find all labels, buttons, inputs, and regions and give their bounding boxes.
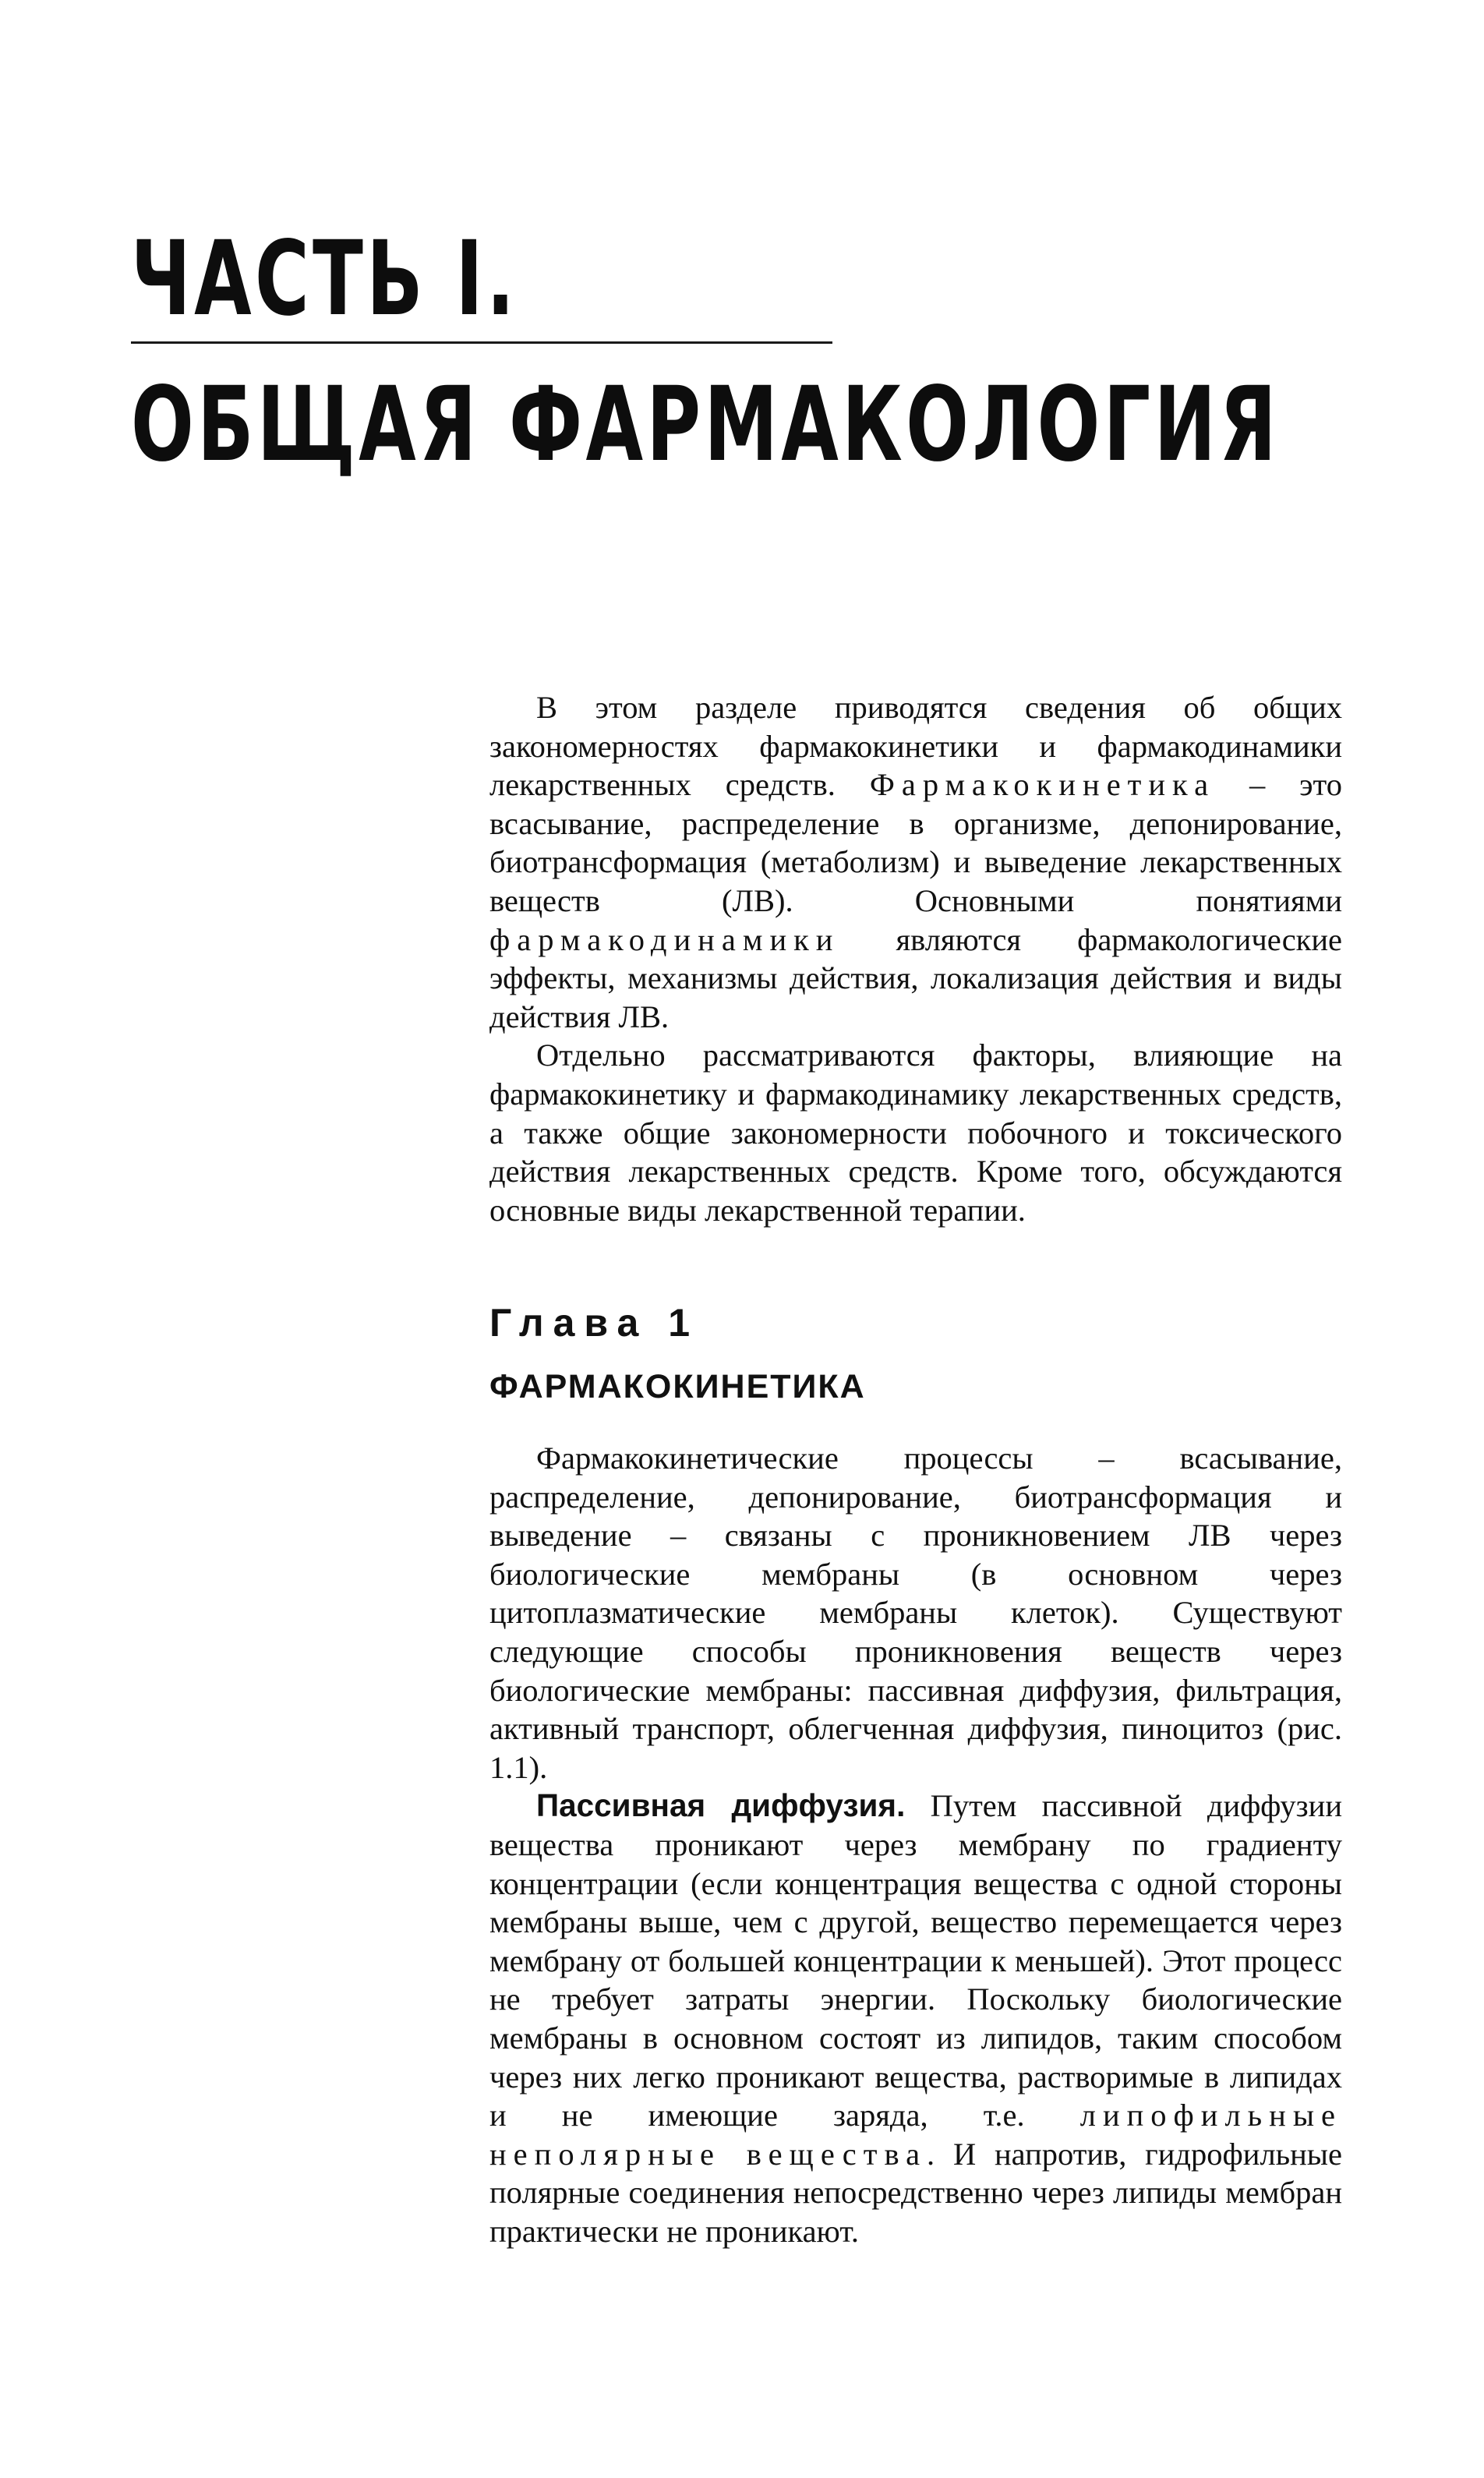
runin-passive-diffusion: Пассивная диффузия.: [536, 1787, 906, 1824]
part-label: ЧАСТЬ I.: [131, 219, 518, 339]
chapter-label: Глава 1: [489, 1301, 700, 1345]
chapter-text-a: Путем пассивной диффузии вещества проникают через мембрану по градиенту концентрации (если концентрация вещества с одной стороны мембраны выше, чем с другой, вещество перемещается через мембрану от большей концентрации к меньшей). Этот процесс не требует затраты энергии. Поскольку биологические мембраны в основном состоят из липидов, таким способом через них легко проникают вещества, растворимые в липидах и не имеющие заряда, т.е.: [489, 1788, 1342, 2133]
part-title: ОБЩАЯ ФАРМАКОЛОГИЯ: [131, 365, 1280, 485]
intro-paragraph-1: [489, 688, 1342, 1036]
term-pharmacodynamics: фармакодинамики: [489, 921, 840, 957]
part-divider: [131, 341, 832, 344]
intro-text-b: – это всасывание, распределение в организме, депонирование, биотрансформация (метаболизм) и выведение лекарственных веществ (ЛВ). Основными понятиями: [489, 767, 1342, 918]
intro-text-a: В этом разделе приводятся сведения об общих закономерностях фармакокинетики и фармакодинамики лекарственных средств.: [489, 690, 1342, 803]
term-pharmacokinetics: Фармакокинетика: [869, 767, 1216, 803]
part-heading: [131, 219, 1280, 485]
chapter-paragraph-2: [489, 1787, 1342, 2250]
chapter-body: [489, 1439, 1342, 2250]
intro-paragraph-2: Отдельно рассматриваются факторы, влияющие на фармакокинетику и фармакодинамику лекарственных средств, а также общие закономерности побочного и токсического действия лекарственных средств. Кроме того, обсуждаются основные виды лекарственной терапии.: [489, 1038, 1342, 1228]
term-lipophilic: липофильные неполярные вещества: [489, 2098, 1342, 2172]
chapter-title: ФАРМАКОКИНЕТИКА: [489, 1368, 866, 1405]
intro-text-c: являются фармакологические эффекты, механизмы действия, локализация действия и виды действия ЛВ.: [489, 921, 1342, 1034]
chapter-text-b: . И напротив, гидрофильные полярные соединения непосредственно через липиды мембран практически не проникают.: [489, 2136, 1342, 2249]
chapter-paragraph-1: Фармакокинетические процессы – всасывание, распределение, депонирование, биотрансформация и выведение – связаны с проникновением ЛВ через биологические мембраны (в основном через цитоплазматические мембраны клеток). Существуют следующие способы проникновения веществ через биологические мембраны: пассивная диффузия, фильтрация, активный транспорт, облегченная диффузия, пиноцитоз (рис. 1.1).: [489, 1440, 1342, 1785]
intro-section: [489, 688, 1342, 1229]
